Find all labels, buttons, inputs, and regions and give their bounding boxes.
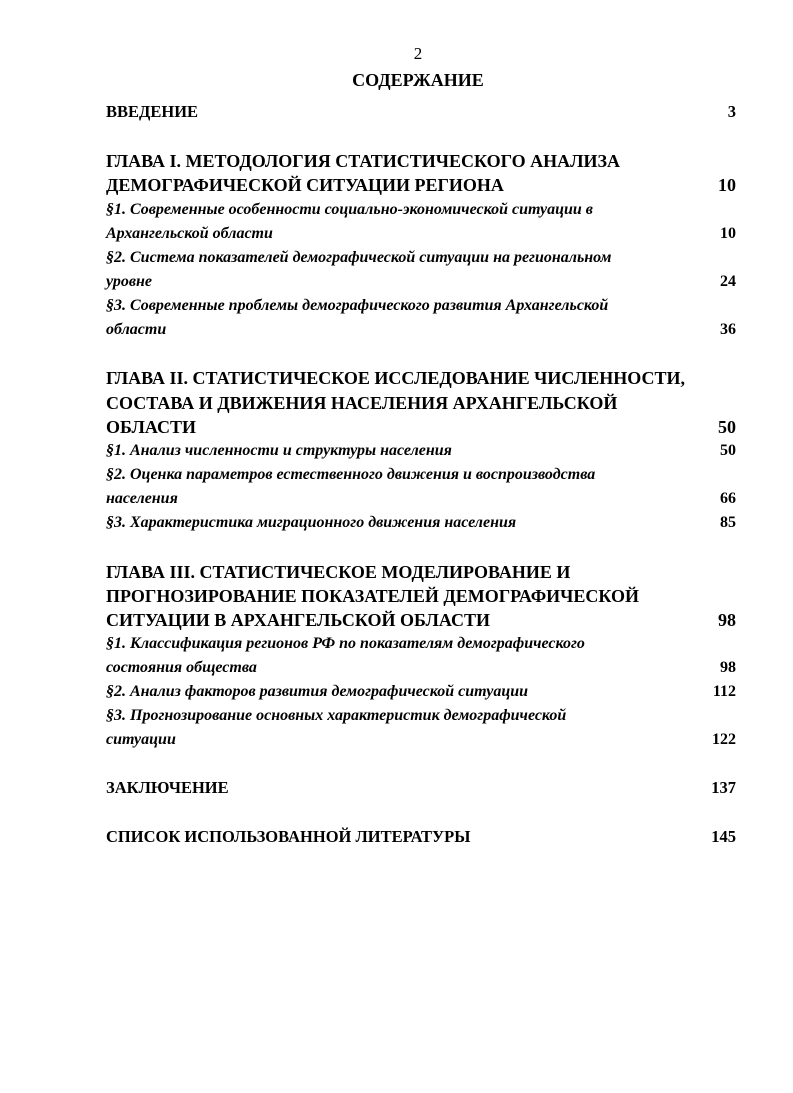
toc-page-number: 145 (711, 827, 736, 846)
chapter-2-heading-text: ГЛАВА II. СТАТИСТИЧЕСКОЕ ИССЛЕДОВАНИЕ ЧИСЛЕННОСТИ, (106, 368, 686, 388)
section-1-3-text: §3. Современные проблемы демографического развития Архангельской (106, 297, 609, 314)
section-2-2-text: §2. Оценка параметров естественного движения и воспроизводства (106, 466, 596, 483)
section-1-1-page: 10 (720, 225, 736, 242)
section-3-1-text: §1. Классификация регионов РФ по показателям демографического (106, 635, 585, 652)
chapter-3-heading-text: СИТУАЦИИ В АРХАНГЕЛЬСКОЙ ОБЛАСТИ (106, 610, 490, 630)
chapter-2-heading-line[interactable] (106, 391, 736, 415)
chapter-1-heading-text: ГЛАВА I. МЕТОДОЛОГИЯ СТАТИСТИЧЕСКОГО АНАЛИЗА (106, 151, 621, 171)
section-3-2-text: §2. Анализ факторов развития демографической ситуации (106, 683, 529, 700)
section-1-2-line[interactable] (106, 270, 736, 294)
chapter-2-heading-line[interactable] (106, 415, 736, 439)
toc-page-number: 137 (711, 778, 736, 797)
toc-entry-conclusion[interactable] (106, 776, 736, 800)
section-1-3-text: области (106, 321, 167, 338)
toc-entry-text: ВВЕДЕНИЕ (106, 102, 199, 121)
section-3-1-page: 98 (720, 659, 736, 676)
chapter-1-heading-line[interactable] (106, 173, 736, 197)
section-2-3-text: §3. Характеристика миграционного движения населения (106, 514, 517, 531)
section-3-1-line[interactable] (106, 656, 736, 680)
chapter-3-heading-text: ПРОГНОЗИРОВАНИЕ ПОКАЗАТЕЛЕЙ ДЕМОГРАФИЧЕСКОЙ (106, 586, 640, 606)
section-2-2-page: 66 (720, 490, 736, 507)
toc-entry-bibliography[interactable] (106, 825, 736, 849)
section-3-3-page: 122 (712, 731, 736, 748)
page-number: 2 (413, 44, 423, 63)
section-2-2-text: населения (106, 490, 178, 507)
section-1-2-line[interactable] (106, 246, 736, 270)
section-2-1-text: §1. Анализ численности и структуры населения (106, 442, 452, 459)
section-1-1-line[interactable] (106, 198, 736, 222)
toc-entry-text: СПИСОК ИСПОЛЬЗОВАННОЙ ЛИТЕРАТУРЫ (106, 827, 471, 846)
chapter-1-heading-line[interactable] (106, 149, 736, 173)
chapter-1-heading-text: ДЕМОГРАФИЧЕСКОЙ СИТУАЦИИ РЕГИОНА (106, 175, 504, 195)
section-1-3-page: 36 (720, 321, 736, 338)
toc-page-number: 3 (727, 102, 736, 121)
chapter-3-heading-text: ГЛАВА III. СТАТИСТИЧЕСКОЕ МОДЕЛИРОВАНИЕ И (106, 562, 571, 582)
section-1-3-line[interactable] (106, 294, 736, 318)
section-1-2-text: §2. Система показателей демографической ситуации на региональном (106, 249, 612, 266)
chapter-1-page: 10 (718, 175, 736, 195)
section-2-2-line[interactable] (106, 463, 736, 487)
section-1-1-line[interactable] (106, 222, 736, 246)
chapter-2-heading-line[interactable] (106, 366, 736, 390)
section-2-3-page: 85 (720, 514, 736, 531)
section-3-2-page: 112 (712, 683, 736, 700)
chapter-2-heading-text: СОСТАВА И ДВИЖЕНИЯ НАСЕЛЕНИЯ АРХАНГЕЛЬСКОЙ (106, 393, 618, 413)
section-3-3-line[interactable] (106, 704, 736, 728)
section-3-2-line[interactable] (106, 680, 736, 704)
section-1-2-text: уровне (106, 273, 153, 290)
section-1-1-text: Архангельской области (106, 225, 273, 242)
chapter-2-heading-text: ОБЛАСТИ (106, 417, 196, 437)
section-3-1-text: состояния общества (106, 659, 257, 676)
section-1-3-line[interactable] (106, 318, 736, 342)
section-3-1-line[interactable] (106, 632, 736, 656)
chapter-3-heading-line[interactable] (106, 584, 736, 608)
section-2-1-line[interactable] (106, 439, 736, 463)
section-3-3-text: §3. Прогнозирование основных характеристик демографической (106, 707, 567, 724)
chapter-3-page: 98 (718, 610, 736, 630)
chapter-3-heading-line[interactable] (106, 608, 736, 632)
section-2-3-line[interactable] (106, 511, 736, 535)
section-2-1-page: 50 (720, 442, 736, 459)
chapter-3-heading-line[interactable] (106, 560, 736, 584)
section-1-1-text: §1. Современные особенности социально-экономической ситуации в (106, 201, 593, 218)
section-3-3-text: ситуации (106, 731, 176, 748)
section-3-3-line[interactable] (106, 728, 736, 752)
toc-entry-introduction[interactable] (106, 100, 736, 124)
section-1-2-page: 24 (720, 273, 736, 290)
toc-title: СОДЕРЖАНИЕ (352, 70, 484, 90)
toc-entry-text: ЗАКЛЮЧЕНИЕ (106, 778, 229, 797)
section-2-2-line[interactable] (106, 487, 736, 511)
chapter-2-page: 50 (718, 417, 736, 437)
